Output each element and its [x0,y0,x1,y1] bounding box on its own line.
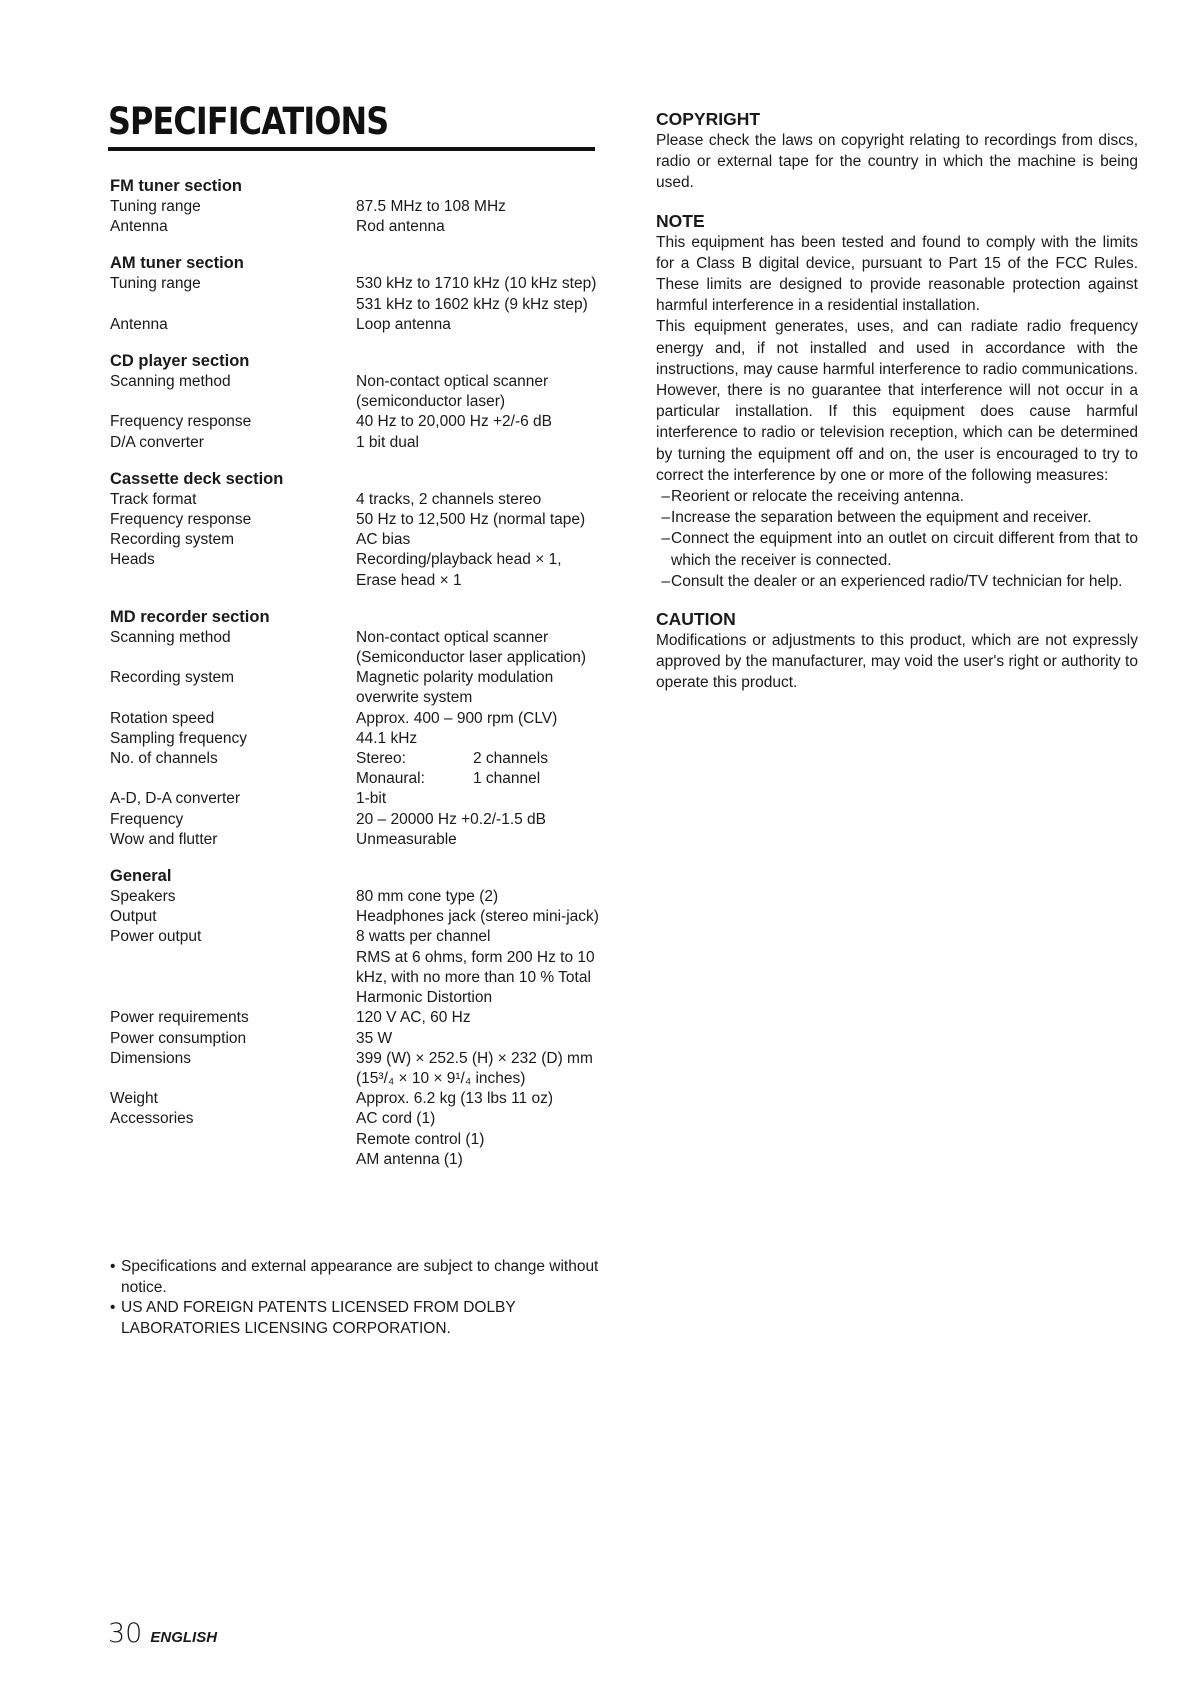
spec-row [110,1049,600,1089]
dash-icon: – [661,530,670,548]
spec-row [110,433,600,453]
spec-value-line: 80 mm cone type (2) [356,888,499,906]
spec-label: Track format [110,490,197,508]
spec-row [110,810,600,830]
spec-value-line: Unmeasurable [356,830,457,848]
spec-row [110,197,600,217]
spec-value [356,550,600,590]
spec-label: Frequency [110,810,184,828]
section-title: FM tuner section [110,177,243,195]
spec-value-line: (Semiconductor laser application) [356,649,587,667]
spec-value-line: 8 watts per channel [356,928,491,946]
spec-label: Rotation speed [110,709,215,727]
spec-row [110,628,600,668]
measure-text: Consult the dealer or an experienced radio/TV technician for help. [671,572,1123,590]
spec-value [356,197,600,217]
spec-label: Scanning method [110,373,231,391]
spec-label: Dimensions [110,1049,191,1067]
spec-section [110,351,600,453]
note-heading: NOTE [656,210,705,231]
spec-row [110,490,600,510]
spec-value [356,628,600,668]
channel-mode: Monaural: [356,770,425,788]
bullet-icon: • [110,1258,116,1275]
section-title: Cassette deck section [110,469,284,488]
section-title: AM tuner section [110,254,244,273]
spec-value-line: Loop antenna [356,315,451,333]
spec-row [110,1029,600,1049]
spec-value [356,668,600,708]
spec-value [356,709,600,729]
measure-text: Increase the separation between the equipment and receiver. [671,509,1092,527]
spec-value [356,490,600,510]
spec-value [356,217,600,237]
spec-value-line: Magnetic polarity modulation overwrite system [356,669,554,707]
spec-label: Antenna [110,315,168,333]
spec-row [110,372,600,412]
spec-row [110,1008,600,1028]
spec-value-line: 530 kHz to 1710 kHz (10 kHz step) [356,275,597,293]
channel-row [356,749,600,769]
spec-section [110,607,600,850]
spec-label: Heads [110,551,155,569]
spec-value [356,927,600,1008]
note-text: Specifications and external appearance are subject to change without notice. [121,1258,599,1296]
spec-value-line: 20 – 20000 Hz +0.2/-1.5 dB [356,810,547,828]
spec-label: Power output [110,928,202,946]
copyright-text: Please check the laws on copyright relating to recordings from discs, radio or external tape for the country in which the machine is being used. [656,132,1138,192]
section-title: CD player section [110,352,250,371]
spec-value [356,1049,600,1089]
spec-value-line: 120 V AC, 60 Hz [356,1009,471,1027]
spec-label: No. of channels [110,750,218,768]
spec-value [356,315,600,335]
spec-row [110,510,600,530]
spec-label: Tuning range [110,275,201,293]
spec-row [110,550,600,590]
spec-value-line: 44.1 kHz [356,729,418,747]
spec-row [110,315,600,335]
page-number: 30 [108,1618,143,1649]
spec-value-line: 87.5 MHz to 108 MHz [356,198,506,215]
spec-value-line: 531 kHz to 1602 kHz (9 kHz step) [356,295,588,313]
caution-block [656,608,1138,694]
spec-value-line: 50 Hz to 12,500 Hz (normal tape) [356,511,586,529]
spec-value-line: Remote control (1) [356,1130,485,1148]
spec-label: Frequency response [110,511,252,529]
spec-value-line: Non-contact optical scanner [356,628,549,646]
spec-row [110,668,600,708]
note-text: US AND FOREIGN PATENTS LICENSED FROM DOLBY LABORATORIES LICENSING CORPORATION. [121,1299,516,1337]
spec-label: Weight [110,1090,158,1108]
measure-text: Connect the equipment into an outlet on circuit different from that to which the receiver is connected. [671,530,1138,569]
spec-value-line: Recording/playback head × 1, [356,551,562,569]
channel-row [356,769,600,789]
spec-row [110,927,600,1008]
spec-value [356,412,600,432]
page-footer [108,1618,217,1649]
spec-value [356,907,600,927]
spec-value-line: AC cord (1) [356,1110,436,1128]
bullet-icon: • [110,1299,116,1316]
spec-label: Recording system [110,531,235,549]
spec-row [110,830,600,850]
spec-row [110,217,600,237]
spec-value-line: Rod antenna [356,218,445,236]
spec-value [356,749,600,789]
spec-row [110,749,600,789]
spec-value [356,1089,600,1109]
spec-label: Output [110,908,157,926]
dash-icon: – [661,572,670,590]
spec-value [356,372,600,412]
spec-section [110,469,600,591]
note-paragraph-1: This equipment has been tested and found to comply with the limits for a Class B digital device, pursuant to Part 15 of the FCC Rules. These limits are designed to provide reasonable protection against harmful interference in a residential installation. [656,233,1138,315]
channel-count: 1 channel [473,770,541,788]
spec-value [356,1029,600,1049]
spec-row [110,412,600,432]
spec-label: Tuning range [110,198,201,215]
spec-value-line: Headphones jack (stereo mini-jack) [356,908,599,926]
spec-value-line: 1 bit dual [356,433,419,451]
spec-value-line: 35 W [356,1029,393,1047]
spec-value-line: 399 (W) × 252.5 (H) × 232 (D) mm [356,1049,593,1067]
spec-value-line: Non-contact optical scanner (semiconductor laser) [356,373,549,411]
copyright-heading: COPYRIGHT [656,109,761,129]
spec-label: Recording system [110,669,235,687]
note-paragraph-2: This equipment generates, uses, and can radiate radio frequency energy and, if not installed and used in accordance with the instructions, may cause harmful interference to radio communications. However, there is no guarantee that interference will not occur in a particular installation. If this equipment does cause harmful interference to radio or television reception, which can be determined by turning the equipment off and on, the user is encouraged to try to correct the interference by one or more of the following measures: [656,318,1138,484]
spec-row [110,709,600,729]
language-label: ENGLISH [150,1629,218,1646]
spec-row [110,1109,600,1170]
measure-item [656,528,1138,570]
spec-value-line: RMS at 6 ohms, form 200 Hz to 10 kHz, with no more than 10 % Total Harmonic Distortion [356,948,595,1007]
title-rule [108,147,595,151]
measures-list [656,486,1138,592]
spec-row [110,1089,600,1109]
spec-value-line: 1-bit [356,790,387,808]
spec-value [356,1109,600,1170]
note-item [110,1298,600,1339]
spec-value-line: Approx. 400 – 900 rpm (CLV) [356,709,558,727]
channel-count: 2 channels [473,750,548,768]
measure-item [656,486,1138,507]
spec-section [110,176,600,237]
section-title: General [110,867,172,886]
copyright-block [656,108,1138,194]
channel-mode: Stereo: [356,750,406,768]
note-item [110,1257,600,1298]
spec-label: Scanning method [110,628,231,646]
spec-value [356,433,600,453]
spec-section [110,253,600,335]
spec-value [356,887,600,907]
spec-label: Power requirements [110,1009,249,1027]
spec-label: D/A converter [110,433,204,451]
spec-row [110,789,600,809]
measure-text: Reorient or relocate the receiving antenna. [671,488,964,506]
spec-label: Wow and flutter [110,830,218,848]
spec-row [110,907,600,927]
spec-section [110,866,600,1170]
spec-row [110,274,600,314]
spec-label: Antenna [110,218,168,236]
spec-label: Power consumption [110,1029,247,1047]
spec-value [356,729,600,749]
spec-row [110,530,600,550]
spec-label: Accessories [110,1110,194,1128]
spec-value-line: Approx. 6.2 kg (13 lbs 11 oz) [356,1090,554,1108]
spec-value [356,1008,600,1028]
caution-heading: CAUTION [656,609,736,630]
spec-value [356,510,600,530]
spec-value [356,810,600,830]
spec-value [356,789,600,809]
right-column [656,108,1138,710]
spec-value [356,274,600,314]
spec-label: Speakers [110,888,176,906]
spec-value-line: 40 Hz to 20,000 Hz +2/-6 dB [356,413,553,431]
note-block [656,210,1138,592]
measure-item [656,507,1138,528]
dash-icon: – [661,488,670,506]
spec-value-line: AM antenna (1) [356,1150,463,1168]
section-title: MD recorder section [110,607,270,626]
spec-value-line: (15³/₄ × 10 × 9¹/₄ inches) [356,1069,526,1087]
spec-value [356,530,600,550]
spec-value [356,830,600,850]
measure-item [656,571,1138,592]
spec-label: Frequency response [110,413,252,431]
specification-notes [110,1257,600,1339]
spec-value-line: AC bias [356,531,411,549]
page-title: SPECIFICATIONS [108,100,389,143]
spec-row [110,729,600,749]
spec-row [110,887,600,907]
caution-text: Modifications or adjustments to this product, which are not expressly approved by the manufacturer, may void the user's right or authority to operate this product. [656,632,1138,692]
dash-icon: – [661,509,670,527]
spec-label: A-D, D-A converter [110,790,241,808]
specifications-list [110,176,600,1186]
spec-value-line: 4 tracks, 2 channels stereo [356,490,542,508]
spec-value-line: Erase head × 1 [356,571,462,589]
spec-label: Sampling frequency [110,729,247,747]
